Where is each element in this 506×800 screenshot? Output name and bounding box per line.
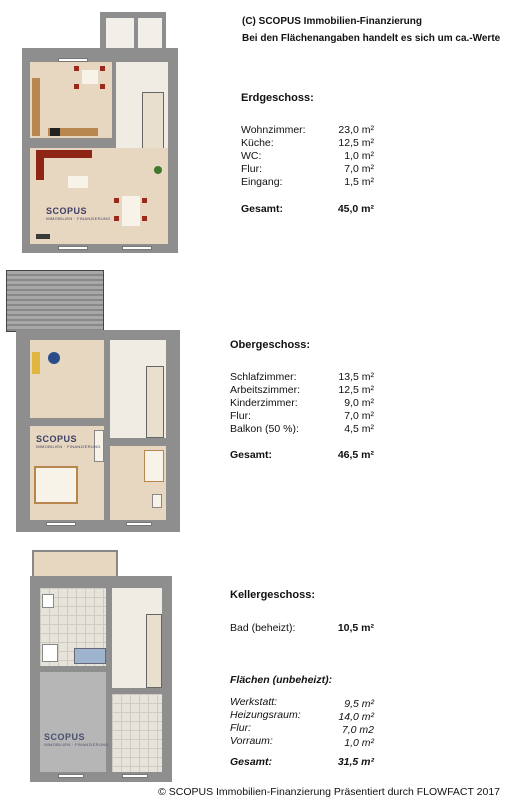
total-label: Gesamt:	[230, 756, 273, 768]
area-label: Wohnzimmer:	[241, 124, 306, 136]
area-value: 9,5 m²	[344, 698, 374, 710]
section-title-erdgeschoss: Erdgeschoss:	[241, 92, 314, 104]
area-value: 1,0 m²	[344, 150, 374, 162]
shower-icon	[42, 644, 58, 662]
coffee-table	[68, 176, 88, 188]
area-value: 7,0 m²	[344, 163, 374, 175]
total-label: Gesamt:	[241, 203, 284, 215]
floorplan-obergeschoss	[6, 270, 180, 532]
plant-icon	[154, 166, 162, 174]
scopus-logo: SCOPUS IMMOBILIEN · FINANZIERUNG	[36, 434, 101, 449]
desk-icon	[32, 352, 40, 374]
section-title-kellergeschoss: Kellergeschoss:	[230, 589, 315, 601]
footer-copyright: © SCOPUS Immobilien-Finanzierung Präsentiert durch FLOWFACT 2017	[158, 786, 500, 798]
area-value: 12,5 m²	[338, 137, 374, 149]
area-value: 4,5 m²	[344, 423, 374, 435]
header-line-2: Bei den Flächenangaben handelt es sich um ca.-Werte	[242, 33, 501, 44]
area-value: 1,5 m²	[344, 176, 374, 188]
window	[46, 522, 76, 526]
study-room	[30, 340, 104, 418]
total-label: Gesamt:	[230, 449, 273, 461]
area-value: 7,0 m2	[341, 724, 374, 736]
chair-icon	[100, 66, 105, 71]
chair-icon	[142, 216, 147, 221]
workshop-room	[40, 672, 106, 772]
area-label: Flur:	[230, 410, 251, 422]
area-label: WC:	[241, 150, 262, 162]
chair-icon	[114, 198, 119, 203]
scopus-logo: SCOPUS IMMOBILIEN · FINANZIERUNG	[44, 732, 109, 747]
area-value: 12,5 m²	[338, 384, 374, 396]
section-title-obergeschoss: Obergeschoss:	[230, 339, 311, 351]
area-label: Eingang:	[241, 176, 283, 188]
area-label: Werkstatt:	[230, 696, 278, 708]
window	[122, 246, 152, 250]
bathtub-icon	[74, 648, 106, 664]
entrance-room	[106, 18, 134, 48]
total-value: 45,0 m²	[337, 203, 374, 215]
area-label: Schlafzimmer:	[230, 371, 297, 383]
chair-icon	[48, 352, 60, 364]
window	[58, 58, 88, 62]
sofa-side-icon	[36, 150, 44, 180]
sink-icon	[42, 594, 54, 608]
staircase	[142, 92, 164, 156]
bed-icon	[144, 450, 164, 482]
area-label: Flur:	[241, 163, 262, 175]
area-value: 14,0 m²	[338, 711, 374, 723]
area-value: 1,0 m²	[344, 737, 374, 749]
living-room	[30, 148, 168, 244]
chair-icon	[142, 198, 147, 203]
total-value: 46,5 m²	[337, 449, 374, 461]
area-label: Vorraum:	[230, 735, 273, 747]
bad-value: 10,5 m²	[337, 622, 374, 634]
area-value: 7,0 m²	[344, 410, 374, 422]
chair-icon	[114, 216, 119, 221]
staircase	[146, 366, 164, 438]
kitchen-counter	[32, 78, 40, 136]
stove-icon	[50, 128, 60, 136]
area-label: Arbeitszimmer:	[230, 384, 301, 396]
area-value: 9,0 m²	[344, 397, 374, 409]
kitchen-room	[30, 62, 112, 138]
total-value: 31,5 m²	[337, 756, 374, 768]
dining-table-small	[82, 70, 98, 84]
area-value: 23,0 m²	[338, 124, 374, 136]
balcony	[6, 270, 104, 332]
floorplan-kellergeschoss	[30, 550, 172, 782]
floorplan-erdgeschoss	[22, 48, 178, 253]
unheated-title: Flächen (unbeheizt):	[230, 674, 333, 686]
boiler-room	[112, 694, 162, 772]
chair-icon	[74, 84, 79, 89]
wc-room	[138, 18, 162, 48]
chair-icon	[100, 84, 105, 89]
dining-table	[122, 196, 140, 226]
header-line-1: (C) SCOPUS Immobilien-Finanzierung	[242, 16, 423, 27]
cabinet-icon	[152, 494, 162, 508]
sofa-icon	[36, 150, 92, 158]
rug-icon	[36, 234, 50, 239]
chair-icon	[74, 66, 79, 71]
area-label: Heizungsraum:	[230, 709, 301, 721]
staircase	[146, 614, 162, 688]
window	[58, 774, 84, 778]
area-label: Flur:	[230, 722, 251, 734]
window	[126, 522, 152, 526]
scopus-logo: SCOPUS IMMOBILIEN · FINANZIERUNG	[46, 206, 111, 221]
area-label: Balkon (50 %):	[230, 423, 299, 435]
area-value: 13,5 m²	[338, 371, 374, 383]
bad-label: Bad (beheizt):	[230, 622, 296, 634]
window	[122, 774, 148, 778]
bed-icon	[34, 466, 78, 504]
area-label: Kinderzimmer:	[230, 397, 298, 409]
area-label: Küche:	[241, 137, 274, 149]
window	[58, 246, 88, 250]
